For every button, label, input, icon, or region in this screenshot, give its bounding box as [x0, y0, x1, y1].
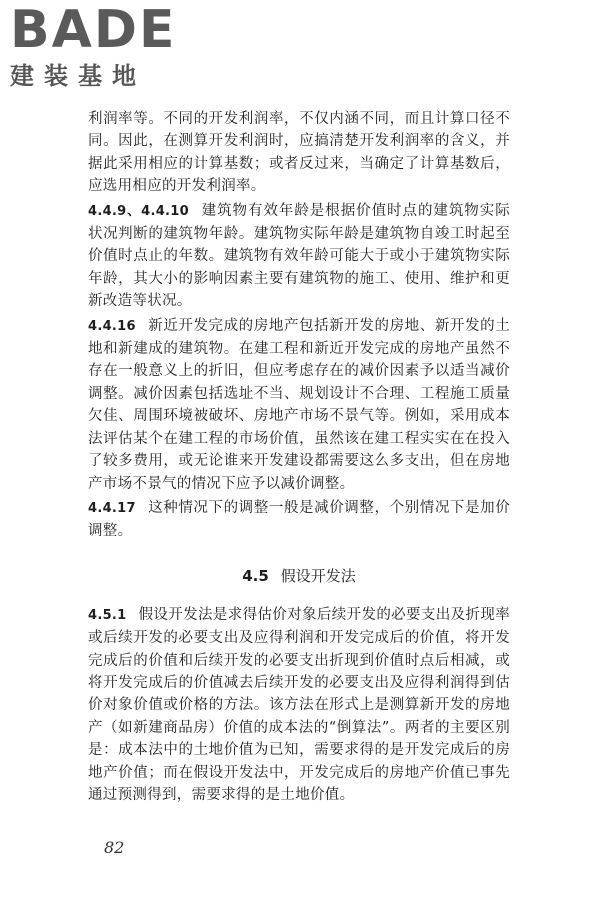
clause-4-5-1 [88, 604, 510, 807]
page-number: 82 [104, 838, 125, 857]
section-title: 假设开发法 [280, 566, 356, 585]
logo-subtitle: 建装基地 [10, 62, 146, 90]
clause-number: 4.5.1 [88, 607, 127, 623]
section-number: 4.5 [242, 566, 269, 585]
paragraph-text: 假设开发法是求得估价对象后续开发的必要支出及折现率或后续开发的必要支出及应得利润和开发完成后的价值，将开发完成后的价值和后续开发的必要支出折现到价值时点后相减，或将开发完成后的价值减去后续开发的必要支出及应得利润得到估价对象价值或价格的方法。该方法在形式上是测算新开发的房地产（如新建商品房）价值的成本法的“倒算法”。两者的主要区别是：成本法中的土地价值为已知，需要求得的是开发完成后的房地产价值；而在假设开发法中，开发完成后的房地产价值已事先通过预测得到，需要求得的是土地价值。 [88, 606, 510, 803]
clause-4-4-17 [88, 497, 510, 543]
logo-wordmark: BADE [10, 0, 177, 60]
paragraph-text: 建筑物有效年龄是根据价值时点的建筑物实际状况判断的建筑物年龄。建筑物实际年龄是建筑物自竣工时起至价值时点止的年数。建筑物有效年龄可能大于或小于建筑物实际年龄，其大小的影响因素主要有建筑物的施工、使用、维护和更新改造等状况。 [88, 202, 511, 310]
clause-number: 4.4.17 [88, 500, 136, 516]
paragraph-text: 新近开发完成的房地产包括新开发的房地、新开发的土地和新建成的建筑物。在建工程和新近开发完成的房地产虽然不存在一般意义上的折旧，但应考虑存在的减价因素予以适当减价调整。减价因素包括选址不当、规划设计不合理、工程施工质量欠佳、周围环境被破坏、房地产市场不景气等。例如，采用成本法评估某个在建工程的市场价值，虽然该在建工程实实在在投入了较多费用，或无论谁来开发建设都需要这么多支出，但在房地产市场不景气的情况下应予以减价调整。 [88, 317, 510, 492]
clause-4-4-9 [88, 200, 510, 313]
bade-logo [10, 0, 185, 96]
page-content [88, 108, 510, 806]
clause-4-4-16 [88, 315, 510, 495]
paragraph-text: 利润率等。不同的开发利润率，不仅内涵不同，而且计算口径不同。因此，在测算开发利润时，应搞清楚开发利润率的含义，并据此采用相应的计算基数；或者反过来，当确定了计算基数后，应选用相应的开发利润率。 [88, 111, 510, 195]
clause-number: 4.4.9、4.4.10 [88, 203, 189, 219]
paragraph-continuation [88, 108, 510, 198]
section-heading [88, 565, 510, 586]
paragraph-text: 这种情况下的调整一般是减价调整，个别情况下是加价调整。 [88, 499, 510, 540]
clause-number: 4.4.16 [88, 318, 136, 334]
